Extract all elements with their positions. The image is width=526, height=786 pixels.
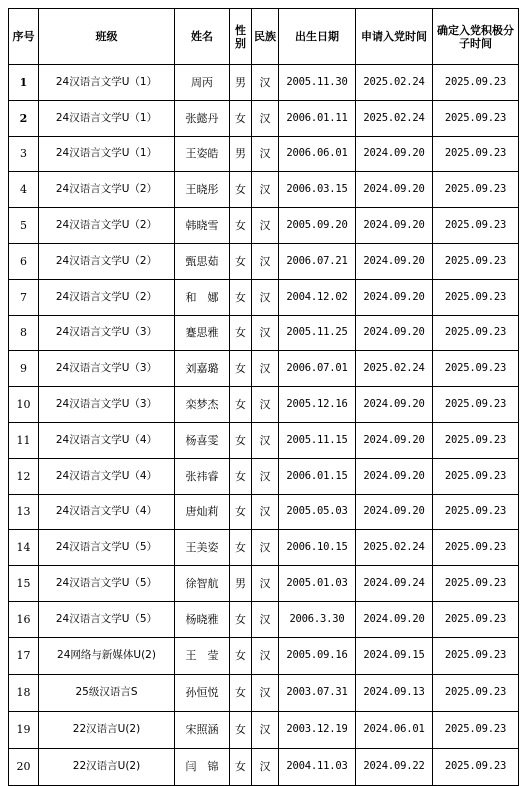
- ethnicity-cell: 汉: [252, 637, 279, 674]
- class-cell: 24汉语言文学U（5）: [39, 530, 175, 566]
- row-index: 16: [9, 601, 39, 637]
- apply-date-cell: 2024.09.15: [356, 637, 433, 674]
- gender-cell: 女: [230, 711, 252, 748]
- name-cell: 王晓彤: [175, 172, 230, 208]
- name-cell: 孙恒悦: [175, 674, 230, 711]
- header-class: 班级: [39, 9, 175, 65]
- row-index: 6: [9, 243, 39, 279]
- table-row: [9, 136, 519, 172]
- name-cell: 甄思茹: [175, 243, 230, 279]
- gender-cell: 男: [230, 65, 252, 101]
- birth-date-cell: 2005.11.30: [279, 65, 356, 101]
- row-index: 3: [9, 136, 39, 172]
- class-cell: 24汉语言文学U（5）: [39, 566, 175, 602]
- activist-date-cell: 2025.09.23: [433, 387, 519, 423]
- ethnicity-cell: 汉: [252, 601, 279, 637]
- gender-cell: 女: [230, 637, 252, 674]
- apply-date-cell: 2024.09.20: [356, 494, 433, 530]
- table-row: [9, 172, 519, 208]
- activist-date-cell: 2025.09.23: [433, 748, 519, 785]
- row-index: 18: [9, 674, 39, 711]
- table-row: [9, 530, 519, 566]
- ethnicity-cell: 汉: [252, 674, 279, 711]
- class-cell: 24汉语言文学U（1）: [39, 65, 175, 101]
- gender-cell: 女: [230, 172, 252, 208]
- activist-date-cell: 2025.09.23: [433, 351, 519, 387]
- apply-date-cell: 2024.09.20: [356, 601, 433, 637]
- apply-date-cell: 2024.06.01: [356, 711, 433, 748]
- class-cell: 24汉语言文学U（1）: [39, 100, 175, 136]
- ethnicity-cell: 汉: [252, 711, 279, 748]
- name-cell: 张祎睿: [175, 458, 230, 494]
- activist-date-cell: 2025.09.23: [433, 530, 519, 566]
- table-row: [9, 458, 519, 494]
- apply-date-cell: 2024.09.20: [356, 315, 433, 351]
- ethnicity-cell: 汉: [252, 494, 279, 530]
- table-row: [9, 208, 519, 244]
- row-index: 8: [9, 315, 39, 351]
- table-row: [9, 711, 519, 748]
- name-cell: 王 莹: [175, 637, 230, 674]
- gender-cell: 女: [230, 387, 252, 423]
- activist-date-cell: 2025.09.23: [433, 711, 519, 748]
- ethnicity-cell: 汉: [252, 243, 279, 279]
- activist-date-cell: 2025.09.23: [433, 458, 519, 494]
- class-cell: 24汉语言文学U（2）: [39, 208, 175, 244]
- gender-cell: 女: [230, 279, 252, 315]
- table-row: [9, 601, 519, 637]
- ethnicity-cell: 汉: [252, 315, 279, 351]
- name-cell: 宋照涵: [175, 711, 230, 748]
- row-index: 11: [9, 422, 39, 458]
- name-cell: 杨喜雯: [175, 422, 230, 458]
- birth-date-cell: 2004.12.02: [279, 279, 356, 315]
- name-cell: 栾梦杰: [175, 387, 230, 423]
- table-row: [9, 351, 519, 387]
- ethnicity-cell: 汉: [252, 748, 279, 785]
- birth-date-cell: 2006.03.15: [279, 172, 356, 208]
- gender-cell: 男: [230, 136, 252, 172]
- table-row: [9, 100, 519, 136]
- class-cell: 22汉语言U(2): [39, 711, 175, 748]
- apply-date-cell: 2024.09.20: [356, 422, 433, 458]
- row-index: 19: [9, 711, 39, 748]
- class-cell: 24汉语言文学U（4）: [39, 422, 175, 458]
- name-cell: 韩晓雪: [175, 208, 230, 244]
- gender-cell: 女: [230, 208, 252, 244]
- row-index: 17: [9, 637, 39, 674]
- header-birth-date: 出生日期: [279, 9, 356, 65]
- gender-cell: 女: [230, 458, 252, 494]
- table-row: [9, 748, 519, 785]
- ethnicity-cell: 汉: [252, 351, 279, 387]
- table-row: [9, 422, 519, 458]
- birth-date-cell: 2006.01.11: [279, 100, 356, 136]
- ethnicity-cell: 汉: [252, 387, 279, 423]
- gender-cell: 女: [230, 494, 252, 530]
- apply-date-cell: 2024.09.20: [356, 243, 433, 279]
- ethnicity-cell: 汉: [252, 279, 279, 315]
- activist-date-cell: 2025.09.23: [433, 208, 519, 244]
- row-index: 20: [9, 748, 39, 785]
- apply-date-cell: 2025.02.24: [356, 351, 433, 387]
- name-cell: 刘嘉璐: [175, 351, 230, 387]
- header-apply-date: 申请入党时间: [356, 9, 433, 65]
- birth-date-cell: 2005.09.16: [279, 637, 356, 674]
- apply-date-cell: 2025.02.24: [356, 100, 433, 136]
- row-index: 5: [9, 208, 39, 244]
- activist-date-cell: 2025.09.23: [433, 674, 519, 711]
- apply-date-cell: 2024.09.20: [356, 172, 433, 208]
- activist-date-cell: 2025.09.23: [433, 494, 519, 530]
- class-cell: 24汉语言文学U（3）: [39, 315, 175, 351]
- table-row: [9, 566, 519, 602]
- ethnicity-cell: 汉: [252, 566, 279, 602]
- apply-date-cell: 2024.09.13: [356, 674, 433, 711]
- row-index: 13: [9, 494, 39, 530]
- header-activist-date: 确定入党积极分子时间: [433, 9, 519, 65]
- table-row: [9, 494, 519, 530]
- apply-date-cell: 2024.09.24: [356, 566, 433, 602]
- header-row: [9, 9, 519, 65]
- table-row: [9, 674, 519, 711]
- row-index: 10: [9, 387, 39, 423]
- table-row: [9, 387, 519, 423]
- name-cell: 杨晓雅: [175, 601, 230, 637]
- apply-date-cell: 2024.09.20: [356, 279, 433, 315]
- gender-cell: 女: [230, 530, 252, 566]
- apply-date-cell: 2024.09.20: [356, 458, 433, 494]
- name-cell: 王美姿: [175, 530, 230, 566]
- birth-date-cell: 2005.11.25: [279, 315, 356, 351]
- activist-date-cell: 2025.09.23: [433, 65, 519, 101]
- roster-table: [8, 8, 519, 786]
- header-ethnicity: 民族: [252, 9, 279, 65]
- class-cell: 24汉语言文学U（1）: [39, 136, 175, 172]
- ethnicity-cell: 汉: [252, 172, 279, 208]
- class-cell: 24汉语言文学U（4）: [39, 494, 175, 530]
- row-index: 15: [9, 566, 39, 602]
- gender-cell: 女: [230, 243, 252, 279]
- apply-date-cell: 2024.09.22: [356, 748, 433, 785]
- gender-cell: 女: [230, 674, 252, 711]
- activist-date-cell: 2025.09.23: [433, 136, 519, 172]
- table-row: [9, 243, 519, 279]
- gender-cell: 女: [230, 100, 252, 136]
- gender-cell: 女: [230, 748, 252, 785]
- apply-date-cell: 2025.02.24: [356, 530, 433, 566]
- name-cell: 和 娜: [175, 279, 230, 315]
- header-gender: 性别: [230, 9, 252, 65]
- birth-date-cell: 2004.11.03: [279, 748, 356, 785]
- class-cell: 24汉语言文学U（2）: [39, 172, 175, 208]
- birth-date-cell: 2006.01.15: [279, 458, 356, 494]
- row-index: 9: [9, 351, 39, 387]
- birth-date-cell: 2003.07.31: [279, 674, 356, 711]
- activist-date-cell: 2025.09.23: [433, 100, 519, 136]
- name-cell: 蹇思雅: [175, 315, 230, 351]
- gender-cell: 女: [230, 351, 252, 387]
- name-cell: 王姿皓: [175, 136, 230, 172]
- birth-date-cell: 2005.11.15: [279, 422, 356, 458]
- class-cell: 24汉语言文学U（2）: [39, 279, 175, 315]
- class-cell: 24汉语言文学U（2）: [39, 243, 175, 279]
- birth-date-cell: 2005.01.03: [279, 566, 356, 602]
- birth-date-cell: 2003.12.19: [279, 711, 356, 748]
- birth-date-cell: 2006.07.21: [279, 243, 356, 279]
- gender-cell: 女: [230, 601, 252, 637]
- row-index: 7: [9, 279, 39, 315]
- row-index: 1: [9, 65, 39, 101]
- row-index: 14: [9, 530, 39, 566]
- table-row: [9, 315, 519, 351]
- name-cell: 唐灿莉: [175, 494, 230, 530]
- class-cell: 24汉语言文学U（4）: [39, 458, 175, 494]
- birth-date-cell: 2005.12.16: [279, 387, 356, 423]
- activist-date-cell: 2025.09.23: [433, 315, 519, 351]
- class-cell: 24网络与新媒体U(2): [39, 637, 175, 674]
- ethnicity-cell: 汉: [252, 458, 279, 494]
- row-index: 12: [9, 458, 39, 494]
- ethnicity-cell: 汉: [252, 100, 279, 136]
- birth-date-cell: 2006.07.01: [279, 351, 356, 387]
- activist-date-cell: 2025.09.23: [433, 172, 519, 208]
- ethnicity-cell: 汉: [252, 208, 279, 244]
- birth-date-cell: 2005.05.03: [279, 494, 356, 530]
- apply-date-cell: 2025.02.24: [356, 65, 433, 101]
- gender-cell: 男: [230, 566, 252, 602]
- table-row: [9, 637, 519, 674]
- class-cell: 24汉语言文学U（3）: [39, 351, 175, 387]
- name-cell: 闫 锦: [175, 748, 230, 785]
- name-cell: 周丙: [175, 65, 230, 101]
- row-index: 2: [9, 100, 39, 136]
- name-cell: 张懿丹: [175, 100, 230, 136]
- apply-date-cell: 2024.09.20: [356, 208, 433, 244]
- gender-cell: 女: [230, 422, 252, 458]
- row-index: 4: [9, 172, 39, 208]
- ethnicity-cell: 汉: [252, 136, 279, 172]
- table-row: [9, 65, 519, 101]
- activist-date-cell: 2025.09.23: [433, 566, 519, 602]
- birth-date-cell: 2006.06.01: [279, 136, 356, 172]
- activist-date-cell: 2025.09.23: [433, 279, 519, 315]
- activist-date-cell: 2025.09.23: [433, 601, 519, 637]
- birth-date-cell: 2006.10.15: [279, 530, 356, 566]
- table-row: [9, 279, 519, 315]
- class-cell: 24汉语言文学U（3）: [39, 387, 175, 423]
- class-cell: 25级汉语言S: [39, 674, 175, 711]
- class-cell: 22汉语言U(2): [39, 748, 175, 785]
- gender-cell: 女: [230, 315, 252, 351]
- ethnicity-cell: 汉: [252, 422, 279, 458]
- header-name: 姓名: [175, 9, 230, 65]
- apply-date-cell: 2024.09.20: [356, 136, 433, 172]
- name-cell: 徐智航: [175, 566, 230, 602]
- header-index: 序号: [9, 9, 39, 65]
- ethnicity-cell: 汉: [252, 530, 279, 566]
- activist-date-cell: 2025.09.23: [433, 637, 519, 674]
- ethnicity-cell: 汉: [252, 65, 279, 101]
- activist-date-cell: 2025.09.23: [433, 422, 519, 458]
- birth-date-cell: 2005.09.20: [279, 208, 356, 244]
- class-cell: 24汉语言文学U（5）: [39, 601, 175, 637]
- birth-date-cell: 2006.3.30: [279, 601, 356, 637]
- apply-date-cell: 2024.09.20: [356, 387, 433, 423]
- activist-date-cell: 2025.09.23: [433, 243, 519, 279]
